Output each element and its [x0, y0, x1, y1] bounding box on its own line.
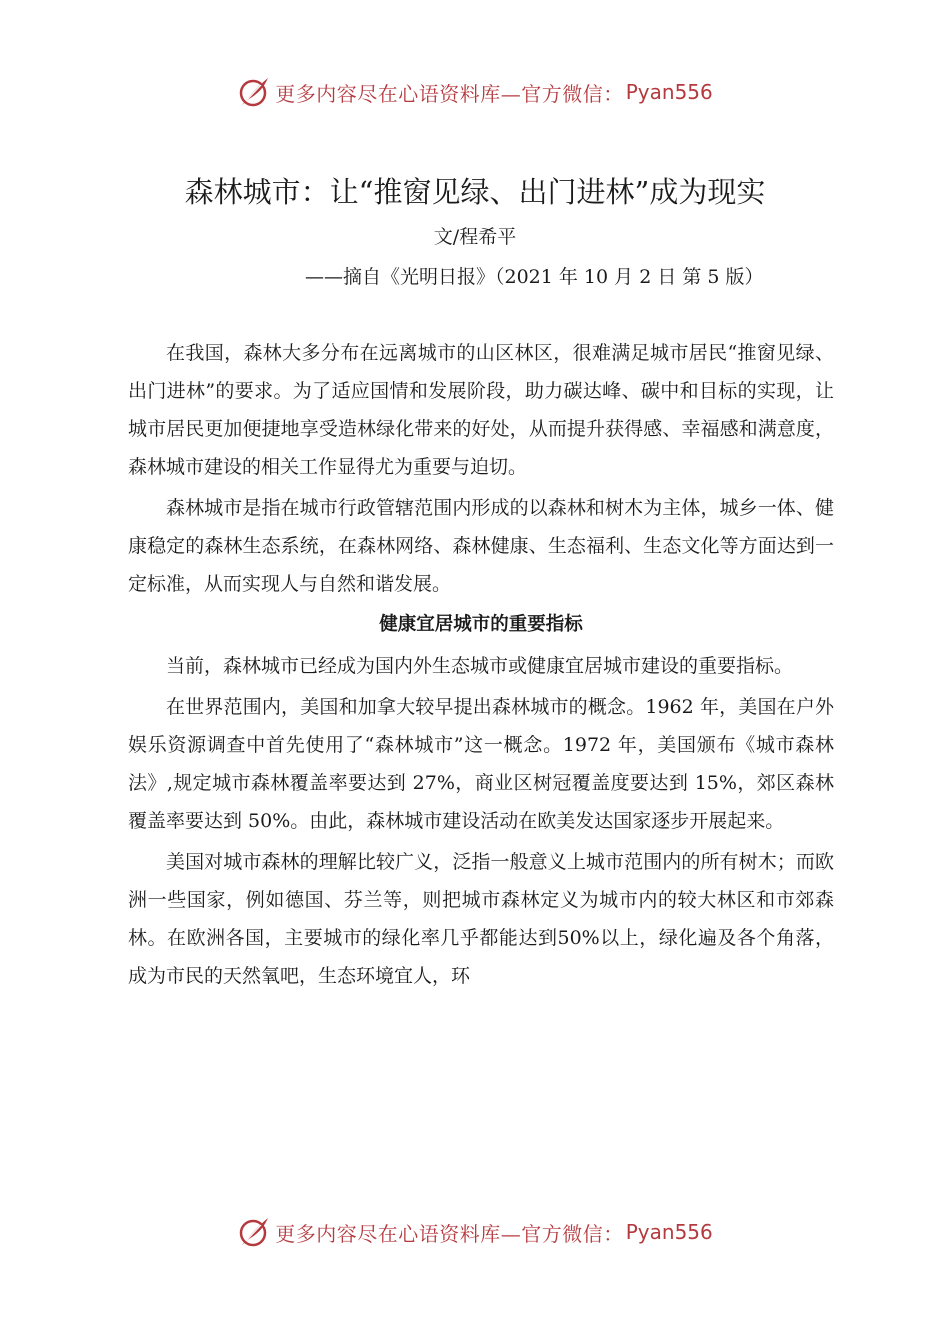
article-source: ——摘自《光明日报》（2021 年 10 月 2 日 第 5 版）: [305, 266, 764, 288]
paragraph: 美国对城市森林的理解比较广义，泛指一般意义上城市范围内的所有树木；而欧洲一些国家，例如德国、芬兰等，则把城市森林定义为城市内的较大林区和市郊森林。在欧洲各国，主要城市的绿化率几乎都能达到50%以上，绿化遍及各个角落，成为市民的天然氧吧，生态环境宜人，环: [128, 851, 834, 987]
article-title: 森林城市：让“推窗见绿、出门进林”成为现实: [184, 175, 766, 209]
wechat-id: Pyan556: [625, 1220, 713, 1244]
article-body: [128, 334, 834, 998]
banner-text: 更多内容尽在心语资料库—官方微信：: [275, 81, 624, 106]
quill-logo-icon: [237, 1215, 271, 1249]
header-banner: [0, 72, 950, 112]
article-author: 文/程希平: [433, 226, 517, 248]
paragraph: 在我国，森林大多分布在远离城市的山区林区，很难满足城市居民“推窗见绿、出门进林”的要求。为了适应国情和发展阶段，助力碳达峰、碳中和目标的实现，让城市居民更加便捷地享受造林绿化带来的好处，从而提升获得感、幸福感和满意度，森林城市建设的相关工作显得尤为重要与迫切。: [128, 342, 834, 478]
paragraph: 当前，森林城市已经成为国内外生态城市或健康宜居城市建设的重要指标。: [166, 655, 794, 677]
section-heading: 健康宜居城市的重要指标: [379, 614, 583, 635]
banner-text: 更多内容尽在心语资料库—官方微信：: [275, 1221, 624, 1246]
paragraph: 森林城市是指在城市行政管辖范围内形成的以森林和树木为主体，城乡一体、健康稳定的森林生态系统，在森林网络、森林健康、生态福利、生态文化等方面达到一定标准，从而实现人与自然和谐发展。: [128, 497, 834, 595]
footer-banner: [0, 1212, 950, 1252]
wechat-id: Pyan556: [625, 80, 713, 104]
quill-logo-icon: [237, 75, 271, 109]
paragraph: 在世界范围内，美国和加拿大较早提出森林城市的概念。1962 年，美国在户外娱乐资源调查中首先使用了“森林城市”这一概念。1972 年，美国颁布《城市森林法》,规定城市森林覆盖率要达到 27%，商业区树冠覆盖度要达到 15%，郊区森林覆盖率要达到 50%。由此，森林城市建设活动在欧美发达国家逐步开展起来。: [128, 696, 834, 832]
